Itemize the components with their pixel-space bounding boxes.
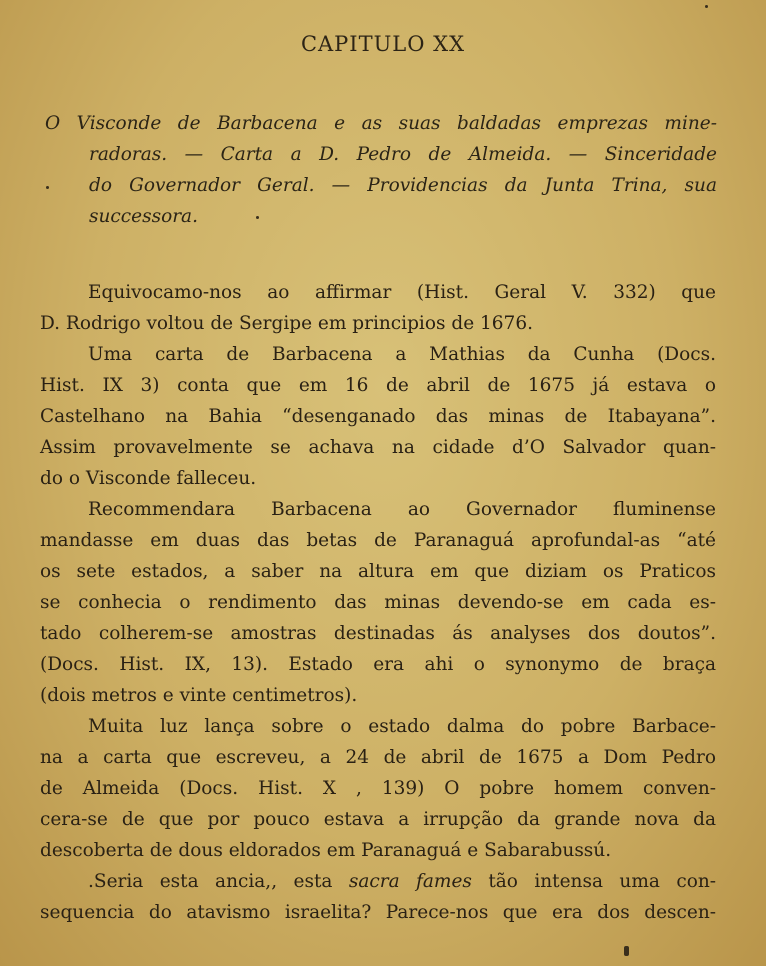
italic-phrase: sacra fames: [348, 871, 472, 892]
text-line: de Almeida (Docs. Hist. X , 139) O pobre homem conven-: [40, 778, 716, 799]
text-line: Recommendara Barbacena ao Governador fluminense: [88, 499, 716, 520]
text-segment: tão intensa uma con-: [471, 871, 716, 892]
text-line: sequencia do atavismo israelita? Parece-nos que era dos descen-: [40, 902, 716, 923]
text-line: D. Rodrigo voltou de Sergipe em principios de 1676.: [40, 313, 533, 334]
print-speck: [705, 5, 708, 8]
text-segment: Seria esta ancia,, esta: [93, 871, 349, 892]
summary-line: successora.: [89, 206, 198, 227]
text-line: descoberta de dous eldorados em Paranaguá e Sabarabussú.: [40, 840, 612, 861]
text-line: cera-se de que por pouco estava a irrupção da grande nova da: [40, 809, 716, 830]
text-line: .Seria esta ancia,, esta sacra fames tão intensa uma con-: [88, 871, 716, 892]
text-line: Hist. IX 3) conta que em 16 de abril de 1675 já estava o: [40, 375, 716, 396]
text-line: na a carta que escreveu, a 24 de abril de 1675 a Dom Pedro: [40, 747, 716, 768]
print-speck: [624, 946, 629, 956]
text-line: do o Visconde falleceu.: [40, 468, 257, 489]
text-line: (dois metros e vinte centimetros).: [40, 685, 358, 706]
summary-line: O Visconde de Barbacena e as suas baldadas emprezas mine-: [45, 113, 717, 134]
text-line: (Docs. Hist. IX, 13). Estado era ahi o synonymo de braça: [40, 654, 716, 675]
text-line: Castelhano na Bahia “desenganado das minas de Itabayana”.: [40, 406, 716, 427]
body-text: [40, 277, 716, 928]
text-line: Muita luz lança sobre o estado dalma do pobre Barbace-: [88, 716, 716, 737]
text-line: Assim provavelmente se achava na cidade d’O Salvador quan-: [40, 437, 716, 458]
chapter-summary: [45, 108, 717, 232]
text-line: os sete estados, a saber na altura em que diziam os Praticos: [40, 561, 716, 582]
print-speck: [256, 216, 259, 219]
summary-line: do Governador Geral. — Providencias da Junta Trina, sua: [89, 175, 717, 196]
summary-line: radoras. — Carta a D. Pedro de Almeida. — Sinceridade: [89, 144, 717, 165]
text-line: se conhecia o rendimento das minas devendo-se em cada es-: [40, 592, 716, 613]
text-line: Uma carta de Barbacena a Mathias da Cunha (Docs.: [88, 344, 716, 365]
chapter-title: CAPITULO XX: [300, 32, 466, 56]
text-line: mandasse em duas das betas de Paranaguá aprofundal-as “até: [40, 530, 716, 551]
text-line: Equivocamo-nos ao affirmar (Hist. Geral V. 332) que: [88, 282, 716, 303]
print-speck: [46, 186, 49, 189]
text-line: tado colherem-se amostras destinadas ás analyses dos doutos”.: [40, 623, 716, 644]
